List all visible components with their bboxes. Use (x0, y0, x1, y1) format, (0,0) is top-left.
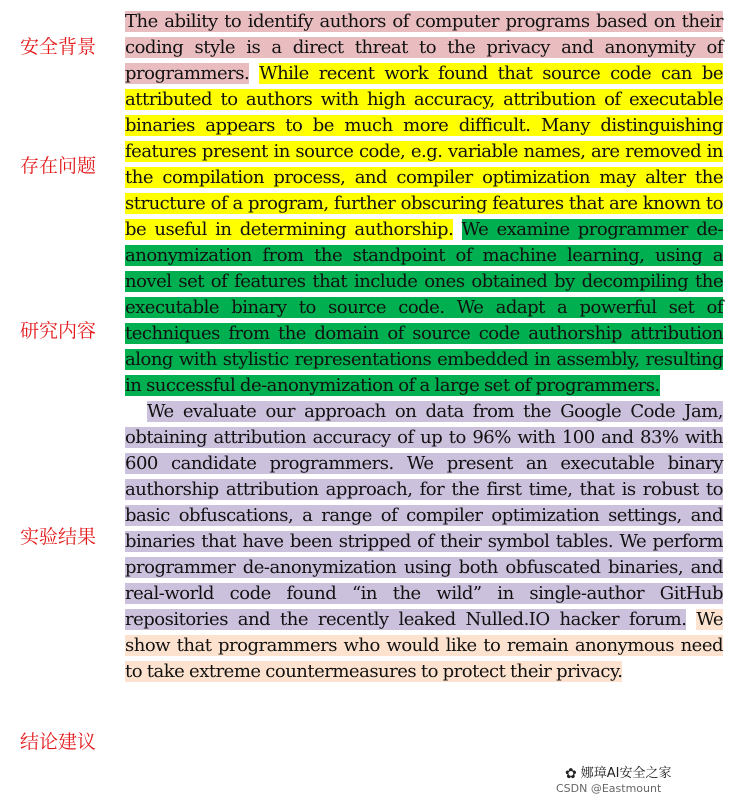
label-conclusion: 结论建议 (20, 731, 97, 753)
content-sentences: We examine programmer de-anonymization from the standpoint of machine learning, using a novel set of features that include ones obtained by decompiling the executable binary to source code. We adapt a powerful set of techniques from the domain of source code authorship attribution along with stylistic representations embedded in assembly, resulting in successful de-anonymization of a large set of programmers. (125, 219, 723, 396)
csdn-credit: CSDN @Eastmount (556, 782, 662, 795)
label-content: 研究内容 (20, 320, 97, 342)
abstract-paragraph-1 (125, 9, 723, 399)
label-background: 安全背景 (20, 36, 97, 58)
label-results: 实验结果 (20, 526, 97, 548)
watermark-channel: 娜璋AI安全之家 (580, 766, 672, 781)
watermark (565, 762, 671, 782)
wechat-icon: ✿ (565, 765, 577, 782)
conclusion-sentence: We show that programmers who would like to remain anonymous need to take extreme countermeasures to protect their privacy. (125, 609, 723, 682)
label-problem: 存在问题 (20, 155, 97, 177)
background-sentence: The ability to identify authors of computer programs based on their coding style is a direct threat to the privacy and anonymity of programmers. (125, 11, 723, 84)
abstract-paragraph-2 (125, 399, 723, 685)
abstract-text (125, 9, 723, 685)
problem-sentences: While recent work found that source code can be attributed to authors with high accuracy, attribution of executable binaries appears to be much more difficult. Many distinguishing features present in source code, e.g. variable names, are removed in the compilation process, and compiler optimization may alter the structure of a program, further obscuring features that are known to be useful in determining authorship. (125, 63, 723, 240)
results-sentences: We evaluate our approach on data from the Google Code Jam, obtaining attribution accuracy of up to 96% with 100 and 83% with 600 candidate programmers. We present an executable binary authorship attribution approach, for the first time, that is robust to basic obfuscations, a range of compiler optimization settings, and binaries that have been stripped of their symbol tables. We perform programmer de-anonymization using both obfuscated binaries, and real-world code found “in the wild” in single-author GitHub repositories and the recently leaked Nulled.IO hacker forum. (125, 401, 723, 630)
